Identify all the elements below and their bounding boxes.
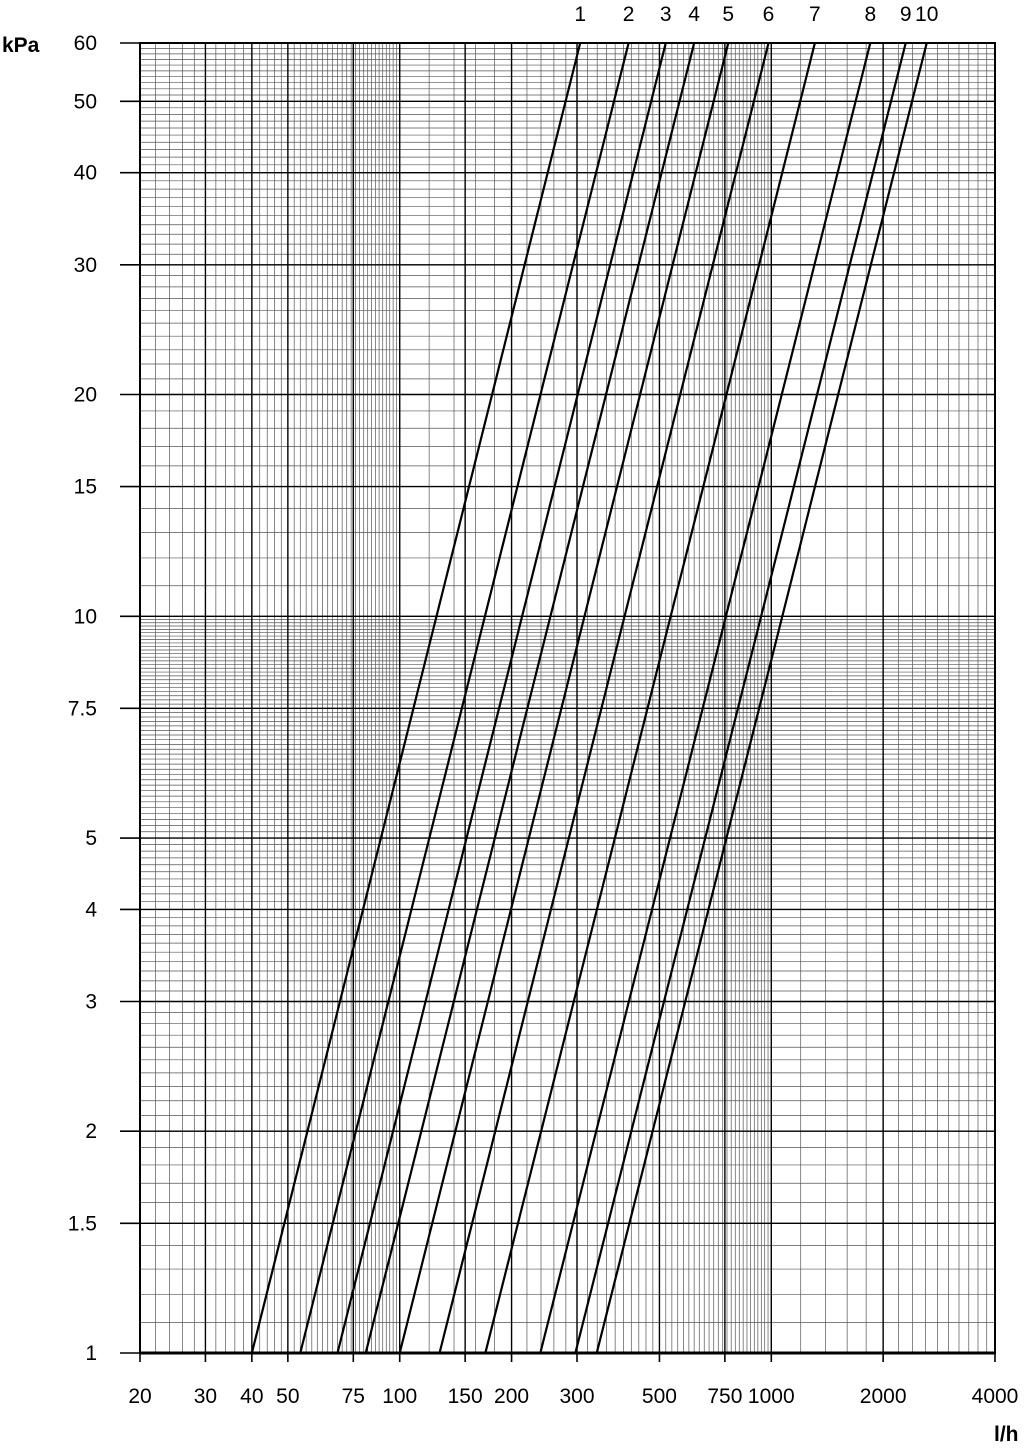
x-tick-label: 300	[559, 1385, 595, 1408]
x-axis-unit-label: l/h	[994, 1423, 1019, 1446]
y-tick-label: 10	[73, 605, 97, 629]
y-tick-label: 60	[73, 32, 97, 55]
series-label-5: 5	[722, 3, 735, 26]
series-line-8	[540, 43, 870, 1353]
x-tick-label: 30	[193, 1385, 218, 1408]
series-label-10: 10	[915, 3, 939, 26]
y-tick-label: 30	[73, 253, 97, 277]
series-label-8: 8	[864, 3, 877, 26]
series-line-2	[300, 43, 628, 1353]
y-tick-label: 3	[85, 990, 97, 1014]
x-tick-label: 150	[447, 1385, 483, 1408]
x-tick-label: 40	[240, 1385, 264, 1408]
series-labels	[574, 3, 938, 26]
series-label-7: 7	[809, 3, 821, 26]
series-label-3: 3	[659, 3, 672, 26]
y-tick-label: 20	[73, 383, 97, 407]
series-label-6: 6	[762, 3, 775, 26]
series-line-7	[485, 43, 815, 1353]
y-tick-label: 7.5	[67, 697, 97, 721]
series-line-6	[440, 43, 769, 1353]
y-tick-label: 2	[85, 1120, 97, 1144]
major-grid	[140, 43, 995, 1353]
series-label-4: 4	[688, 3, 700, 26]
minor-grid	[140, 43, 995, 1353]
x-tick-label: 2000	[859, 1385, 907, 1408]
y-tick-label: 1.5	[67, 1212, 97, 1236]
y-tick-label: 50	[73, 90, 97, 114]
x-tick-labels	[128, 1385, 1018, 1408]
y-tick-labels	[68, 32, 98, 1365]
y-tick-label: 15	[73, 475, 97, 499]
y-tick-label: 40	[73, 161, 97, 185]
x-tick-label: 50	[276, 1385, 300, 1408]
x-tick-label: 4000	[971, 1385, 1019, 1408]
x-tick-label: 500	[641, 1385, 677, 1408]
series-label-1: 1	[574, 3, 587, 26]
x-tick-label: 20	[128, 1385, 152, 1408]
y-tick-label: 1	[85, 1342, 97, 1365]
series-line-5	[400, 43, 729, 1353]
x-tick-label: 75	[341, 1385, 365, 1408]
x-tick-label: 100	[382, 1385, 418, 1408]
series-line-3	[337, 43, 665, 1353]
series-line-9	[575, 43, 905, 1353]
y-tick-label: 4	[85, 898, 97, 922]
x-tick-label: 200	[494, 1385, 530, 1408]
x-tick-label: 750	[707, 1385, 743, 1408]
series-label-2: 2	[622, 3, 635, 26]
x-tick-label: 1000	[747, 1385, 795, 1408]
y-tick-label: 5	[85, 827, 97, 851]
series-label-9: 9	[899, 3, 912, 26]
y-axis-unit-label: kPa	[2, 34, 40, 57]
plot-border	[140, 43, 995, 1353]
